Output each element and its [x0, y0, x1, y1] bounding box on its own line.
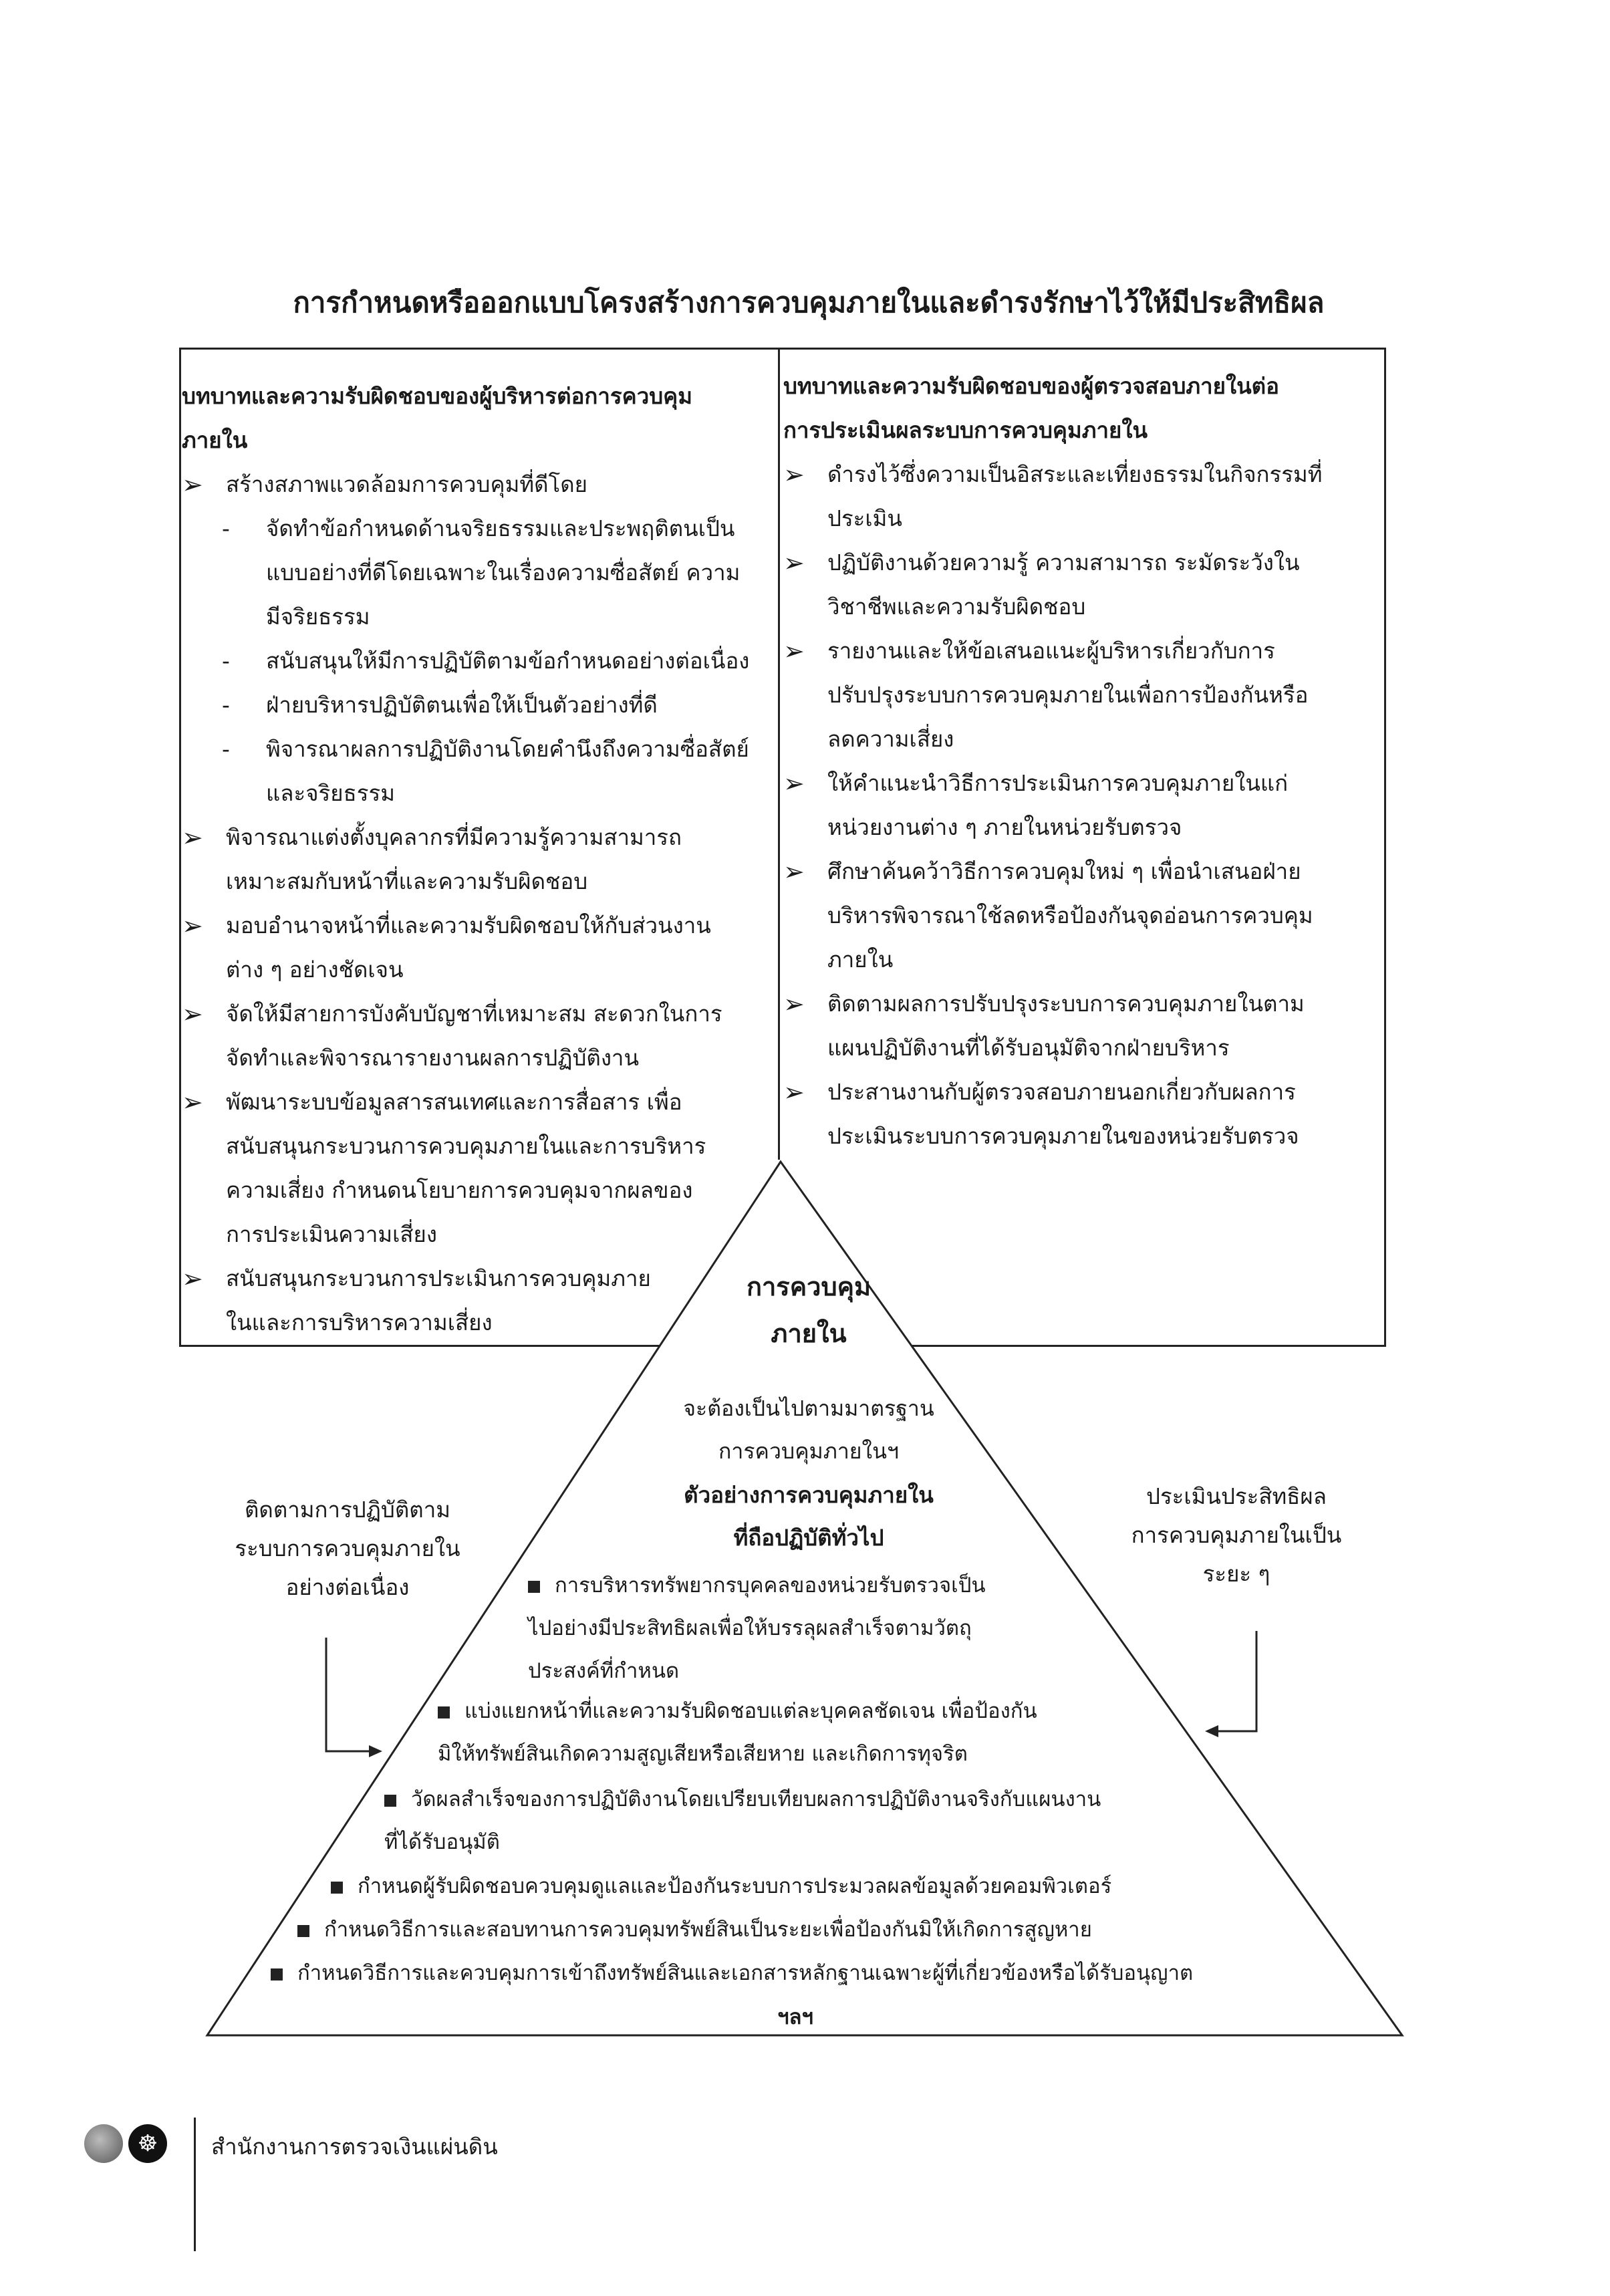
left-arrowhead-icon [369, 1745, 382, 1757]
arrowhead-bullet-icon: ➢ [783, 857, 805, 886]
list-item: ➢ ประสานงานกับผู้ตรวจสอบภายนอกเกี่ยวกับผลการ ประเมินระบบการควบคุมภายในของหน่วยรับตรวจ [783, 1070, 1371, 1158]
pyramid-examples-heading: ตัวอย่างการควบคุมภายใน ที่ถือปฏิบัติทั่วไป [684, 1482, 934, 1551]
pyramid-item: การบริหารทรัพยากรบุคคลของหน่วยรับตรวจเป็น ไปอย่างมีประสิทธิผลเพื่อให้บรรลุผลสำเร็จตามวัตถุ ประสงค์ที่กำหนด [528, 1573, 986, 1683]
square-bullet-icon [297, 1925, 309, 1937]
seal-icon: ☸ [128, 2124, 167, 2163]
arrowhead-bullet-icon: ➢ [182, 911, 203, 940]
arrowhead-bullet-icon: ➢ [783, 548, 805, 578]
dash-bullet-icon: - [222, 515, 230, 541]
right-arrowhead-icon [1205, 1725, 1218, 1737]
square-bullet-icon [331, 1882, 343, 1894]
arrowhead-bullet-icon: ➢ [182, 1264, 203, 1293]
sub-item: - สนับสนุนให้มีการปฏิบัติตามข้อกำหนดอย่างต่อเนื่อง [182, 639, 763, 683]
list-item: ➢ พิจารณาแต่งตั้งบุคลากรที่มีความรู้ความสามารถ เหมาะสมกับหน้าที่และความรับผิดชอบ [182, 815, 763, 904]
list-item: ➢ ดำรงไว้ซึ่งความเป็นอิสระและเที่ยงธรรมในกิจกรรมที่ ประเมิน [783, 453, 1371, 541]
sub-item: - จัดทำข้อกำหนดด้านจริยธรรมและประพฤติตนเป็น แบบอย่างที่ดีโดยเฉพาะในเรื่องความซื่อสัตย์ ความ มีจริยธรรม [182, 507, 763, 639]
arrowhead-bullet-icon: ➢ [182, 823, 203, 852]
list-item: ➢ ติดตามผลการปรับปรุงระบบการควบคุมภายในตาม แผนปฏิบัติงานที่ได้รับอนุมัติจากฝ่ายบริหาร [783, 982, 1371, 1070]
arrowhead-bullet-icon: ➢ [783, 989, 805, 1019]
list-item: ➢ พัฒนาระบบข้อมูลสารสนเทศและการสื่อสาร เพื่อ สนับสนุนกระบวนการควบคุมภายในและการบริหาร ความเสี่ยง กำหนดนโยบายการควบคุมจากผลของ การประเมินความเสี่ยง [182, 1080, 763, 1257]
dash-bullet-icon: - [222, 648, 230, 674]
square-bullet-icon [271, 1968, 283, 1981]
pyramid-item: กำหนดผู้รับผิดชอบควบคุมดูแลและป้องกันระบบการประมวลผลข้อมูลด้วยคอมพิวเตอร์ [331, 1865, 1333, 1908]
pyramid-item: วัดผลสำเร็จของการปฏิบัติงานโดยเปรียบเทียบผลการปฏิบัติงานจริงกับแผนงาน ที่ได้รับอนุมัติ [384, 1787, 1101, 1854]
dash-bullet-icon: - [222, 736, 230, 762]
arrowhead-bullet-icon: ➢ [783, 1077, 805, 1107]
pyramid-item: กำหนดวิธีการและสอบทานการควบคุมทรัพย์สินเป็นระยะเพื่อป้องกันมิให้เกิดการสูญหาย [297, 1908, 1367, 1951]
right-side-note: ประเมินประสิทธิผล การควบคุมภายในเป็น ระยะ ๆ [1131, 1483, 1342, 1587]
right-feedback-arrow [1213, 1631, 1256, 1731]
auditor-heading: บทบาทและความรับผิดชอบของผู้ตรวจสอบภายในต่อ การประเมินผลระบบการควบคุมภายใน [783, 373, 1279, 443]
list-item: ➢ ศึกษาค้นคว้าวิธีการควบคุมใหม่ ๆ เพื่อนำเสนอฝ่าย บริหารพิจารณาใช้ลดหรือป้องกันจุดอ่อนการควบคุม ภายใน [783, 850, 1371, 982]
sub-item: - ฝ่ายบริหารปฏิบัติตนเพื่อให้เป็นตัวอย่างที่ดี [182, 683, 763, 727]
arrowhead-bullet-icon: ➢ [182, 999, 203, 1029]
pyramid-standard: จะต้องเป็นไปตามมาตรฐาน การควบคุมภายในฯ [683, 1396, 934, 1464]
pyramid-etc: ฯลฯ [777, 2005, 813, 2029]
arrowhead-bullet-icon: ➢ [783, 636, 805, 666]
management-heading: บทบาทและความรับผิดชอบของผู้บริหารต่อการควบคุม ภายใน [182, 383, 693, 453]
emblem-icon [84, 2124, 123, 2163]
list-item: ➢ รายงานและให้ข้อเสนอแนะผู้บริหารเกี่ยวกับการ ปรับปรุงระบบการควบคุมภายในเพื่อการป้องกันหรือ ลดความเสี่ยง [783, 629, 1371, 761]
page-title: การกำหนดหรือออกแบบโครงสร้างการควบคุมภายในและดำรงรักษาไว้ให้มีประสิทธิผล [293, 286, 1325, 319]
arrowhead-bullet-icon: ➢ [783, 769, 805, 798]
arrowhead-bullet-icon: ➢ [783, 460, 805, 489]
list-item: ➢ สร้างสภาพแวดล้อมการควบคุมที่ดีโดย [182, 463, 763, 507]
list-item: ➢ จัดให้มีสายการบังคับบัญชาที่เหมาะสม สะดวกในการ จัดทำและพิจารณารายงานผลการปฏิบัติงาน [182, 992, 763, 1080]
list-item: ➢ มอบอำนาจหน้าที่และความรับผิดชอบให้กับส่วนงาน ต่าง ๆ อย่างชัดเจน [182, 904, 763, 992]
footer-rule [194, 2118, 196, 2251]
list-item: ➢ ให้คำแนะนำวิธีการประเมินการควบคุมภายในแก่ หน่วยงานต่าง ๆ ภายในหน่วยรับตรวจ [783, 761, 1371, 850]
list-item: ➢ สนับสนุนกระบวนการประเมินการควบคุมภาย ในและการบริหารความเสี่ยง [182, 1257, 763, 1345]
pyramid-item: กำหนดวิธีการและควบคุมการเข้าถึงทรัพย์สินและเอกสารหลักฐานเฉพาะผู้ที่เกี่ยวข้องหรือได้รับอนุญาต [271, 1952, 1393, 1995]
footer-org-name: สำนักงานการตรวจเงินแผ่นดิน [211, 2134, 498, 2160]
square-bullet-icon [384, 1795, 396, 1807]
arrowhead-bullet-icon: ➢ [182, 1088, 203, 1117]
left-side-note: ติดตามการปฏิบัติตาม ระบบการควบคุมภายใน อย่างต่อเนื่อง [235, 1497, 460, 1600]
left-feedback-arrow [326, 1638, 374, 1751]
sub-item: - พิจารณาผลการปฏิบัติงานโดยคำนึงถึงความซื่อสัตย์ และจริยธรรม [182, 727, 763, 815]
pyramid-title: การควบคุม ภายใน [746, 1272, 871, 1348]
pyramid-item: แบ่งแยกหน้าที่และความรับผิดชอบแต่ละบุคคลชัดเจน เพื่อป้องกัน มิให้ทรัพย์สินเกิดความสูญเสียหรือเสียหาย และเกิดการทุจริต [438, 1699, 1037, 1766]
dash-bullet-icon: - [222, 692, 230, 718]
list-item: ➢ ปฏิบัติงานด้วยความรู้ ความสามารถ ระมัดระวังใน วิชาชีพและความรับผิดชอบ [783, 541, 1371, 629]
square-bullet-icon [438, 1706, 450, 1718]
square-bullet-icon [528, 1581, 540, 1593]
arrowhead-bullet-icon: ➢ [182, 470, 203, 499]
